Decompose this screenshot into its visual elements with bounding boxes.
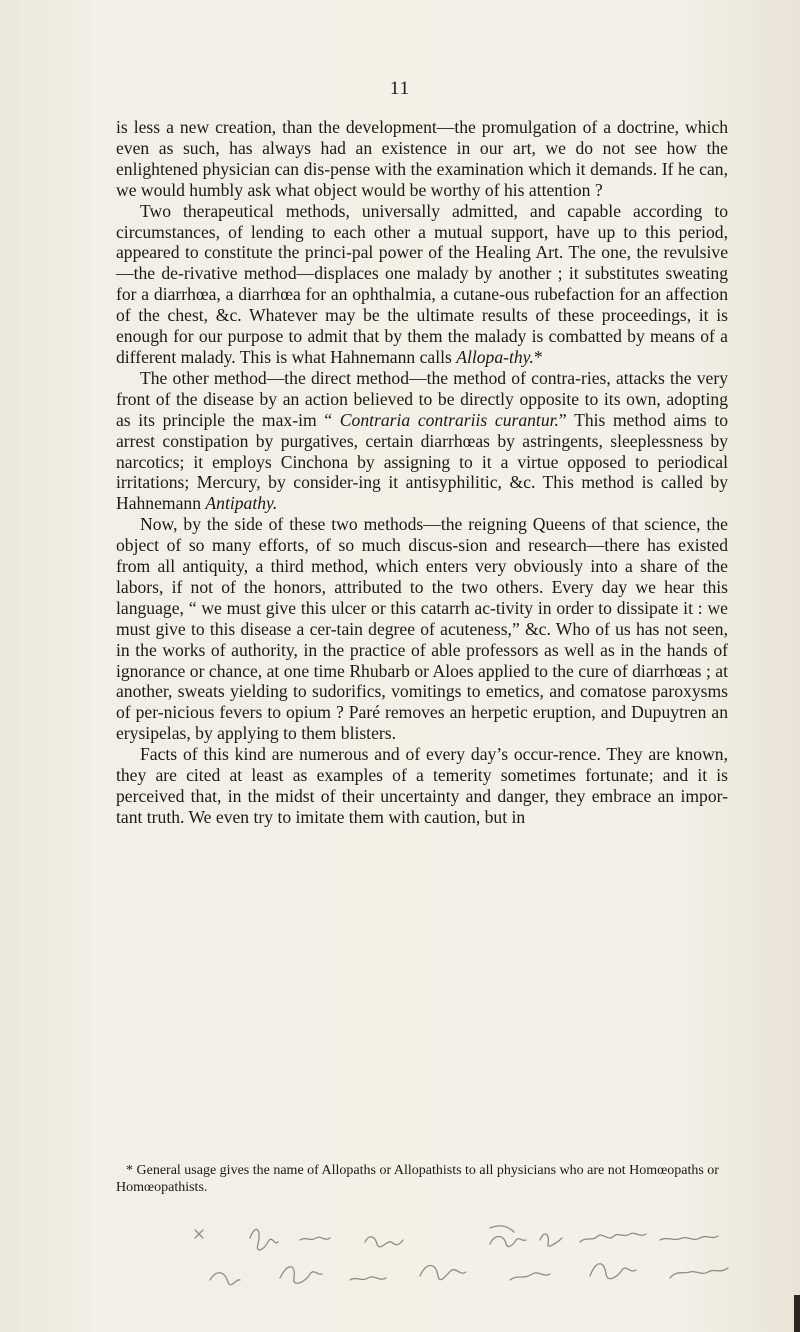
text-run: Two therapeutical methods, universally admitted, and capable according to circumstances, of lending to each other a mutual support, have up to this period, appeared to constitute the princi-pal power of the Healing Art. The one, the revulsive—the de-rivative method—displaces one malady by another ; it substitutes sweating for a diarrhœa, a diarrhœa for an ophthalmia, a cutane-ous rubefaction for an affection of the chest, &c. Whatever may be the ultimate results of these proceedings, it is enough for our purpose to admit that by them the malady is combatted by means of a different malady. This is what Hahnemann calls (116, 200, 728, 367)
paragraph-2 (116, 201, 728, 368)
paragraph-5 (116, 744, 728, 828)
page-edge-mark (794, 1295, 800, 1332)
text-run: Facts of this kind are numerous and of every day’s occur-rence. They are known, they are cited at least as examples of a temerity sometimes fortunate; and it is perceived that, in the midst of their uncertainty and danger, they embrace an impor-tant truth. We even try to imitate them with caution, but in (116, 744, 728, 827)
page-number: 11 (389, 78, 411, 99)
paragraph-3 (116, 368, 728, 514)
text-run: * (533, 346, 543, 367)
pencil-handwriting-scribble (190, 1220, 770, 1310)
footnote-text: * General usage gives the name of Allopaths or Allopathists to all physicians who are not Homœopaths or Homœopathists. (116, 1163, 719, 1195)
text-run: Now, by the side of these two methods—the reigning Queens of that science, the object of so many efforts, of so much discus-sion and research—there has existed from all antiquity, a third method, which enters very obviously into a share of the labors, if not of the honors, attributed to the two others. Every day we hear this language, “ we must give this ulcer or this catarrh ac-tivity in order to dissipate it : we must give to this disease a cer-tain degree of acuteness,” &c. Who of us has not seen, in the works of authority, in the practice of able professors as well as in the hands of ignorance or chance, at one time Rhubarb or Aloes applied to the cure of diarrhœas ; at another, sweats yielding to sudorifics, vomitings to emetics, and comatose paroxysms of per-nicious fevers to opium ? Paré removes an herpetic eruption, and Dupuytren an erysipelas, by applying to them blisters. (116, 514, 728, 744)
text-run: The other method—the direct method—the method of contra-ries, attacks the very front of the disease by an action believed to be directly opposite to its own, adopting as its principle the max-im “ (116, 367, 728, 430)
body-text (116, 117, 728, 828)
italic-text-run: Antipathy. (205, 493, 278, 514)
italic-text-run: Allopa-thy. (456, 346, 534, 367)
italic-text-run: Contraria contrariis curantur. (339, 409, 559, 430)
footnote (116, 1162, 728, 1196)
paragraph-1 (116, 117, 728, 201)
text-run: is less a new creation, than the development—the promulgation of a doctrine, which even as such, has always had an existence in our art, we do not see how the enlightened physician can dis-pense with the examination which it demands. If he can, we would humbly ask what object would be worthy of his attention ? (116, 117, 728, 200)
text-run: ” This method aims to arrest constipation by purgatives, certain diarrhœas by astringents, sleeplessness by narcotics; it employs Cinchona by assigning to it a virtue opposed to periodical irritations; Mercury, by consider-ing it antisyphilitic, &c. This method is called by Hahnemann (116, 409, 728, 514)
paragraph-4 (116, 514, 728, 744)
